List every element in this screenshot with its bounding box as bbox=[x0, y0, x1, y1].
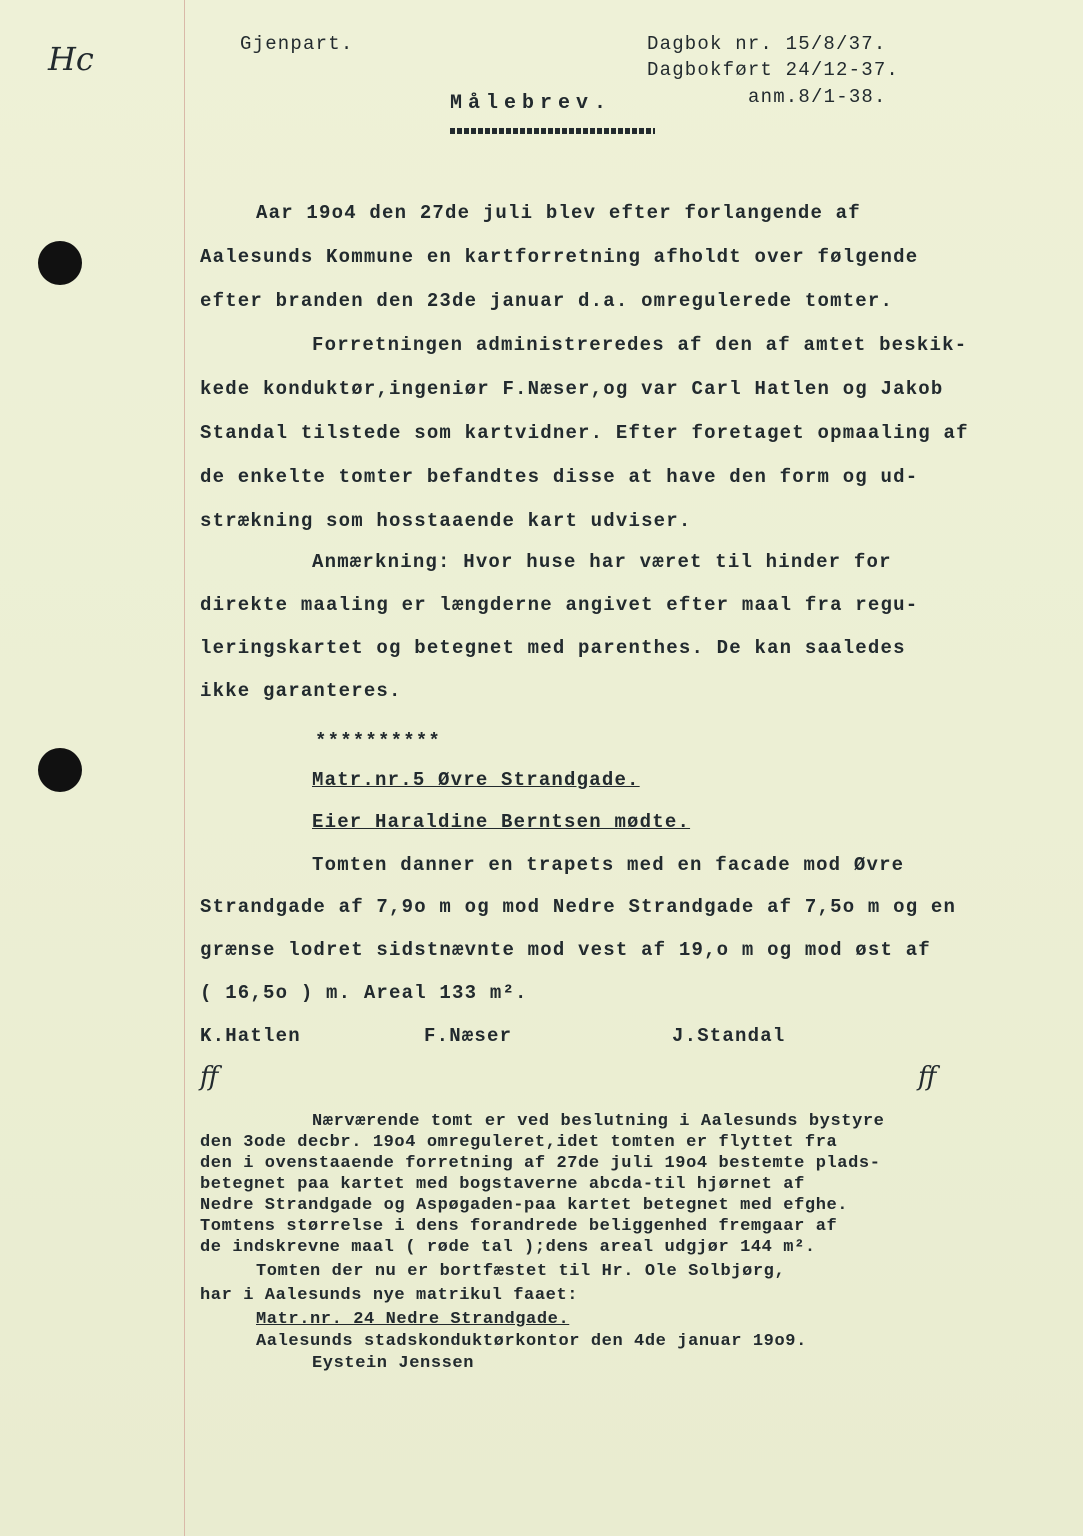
annotation-date: anm.8/1-38. bbox=[748, 86, 887, 108]
document-title: Målebrev. bbox=[450, 92, 613, 115]
signature-naeser: F.Næser bbox=[424, 1025, 513, 1047]
punch-hole-top bbox=[38, 241, 82, 285]
new-matrikkel: Matr.nr. 24 Nedre Strandgade. bbox=[256, 1310, 570, 1329]
paragraph-line: leringskartet og betegnet med parenthes. De kan saaledes bbox=[200, 637, 906, 659]
owner-line: Eier Haraldine Berntsen mødte. bbox=[312, 811, 691, 833]
paragraph-line: Anmærkning: Hvor huse har været til hinder for bbox=[312, 551, 892, 573]
separator: ********** bbox=[315, 730, 442, 752]
title-underline bbox=[450, 128, 655, 134]
matrikkel-heading: Matr.nr.5 Øvre Strandgade. bbox=[312, 769, 640, 791]
dagbok-number: Dagbok nr. 15/8/37. bbox=[647, 33, 887, 55]
description-line: grænse lodret sidstnævnte mod vest af 19,o m og mod øst af bbox=[200, 939, 931, 961]
signature-standal: J.Standal bbox=[672, 1025, 786, 1047]
description-line: ( 16,5o ) m. Areal 133 m². bbox=[200, 982, 528, 1004]
signature-mark-left: ff bbox=[200, 1062, 219, 1092]
paragraph-line: Standal tilstede som kartvidner. Efter foretaget opmaaling af bbox=[200, 422, 969, 444]
signature-hatlen: K.Hatlen bbox=[200, 1025, 301, 1047]
paragraph-line: ikke garanteres. bbox=[200, 680, 402, 702]
note-line: den i ovenstaaende forretning af 27de juli 19o4 bestemte plads- bbox=[200, 1154, 881, 1173]
note-line: betegnet paa kartet med bogstaverne abcda-til hjørnet af bbox=[200, 1175, 805, 1194]
margin-line bbox=[184, 0, 185, 1536]
note-line: de indskrevne maal ( røde tal );dens areal udgjør 144 m². bbox=[200, 1238, 816, 1257]
signer-name: Eystein Jenssen bbox=[312, 1354, 475, 1373]
paragraph-line: Aar 19o4 den 27de juli blev efter forlangende af bbox=[256, 202, 861, 224]
note-line: Tomtens størrelse i dens forandrede beliggenhed fremgaar af bbox=[200, 1217, 838, 1236]
paragraph-line: strækning som hosstaaende kart udviser. bbox=[200, 510, 692, 532]
note-line: har i Aalesunds nye matrikul faaet: bbox=[200, 1286, 579, 1305]
note-line: Tomten der nu er bortfæstet til Hr. Ole Solbjørg, bbox=[256, 1262, 786, 1281]
description-line: Strandgade af 7,9o m og mod Nedre Strandgade af 7,5o m og en bbox=[200, 896, 957, 918]
paragraph-line: de enkelte tomter befandtes disse at have den form og ud- bbox=[200, 466, 919, 488]
paragraph-line: efter branden den 23de januar d.a. omregulerede tomter. bbox=[200, 290, 894, 312]
paragraph-line: direkte maaling er længderne angivet efter maal fra regu- bbox=[200, 594, 919, 616]
copy-label: Gjenpart. bbox=[240, 33, 354, 55]
office-date-line: Aalesunds stadskonduktørkontor den 4de januar 19o9. bbox=[256, 1332, 807, 1351]
paragraph-line: kede konduktør,ingeniør F.Næser,og var Carl Hatlen og Jakob bbox=[200, 378, 944, 400]
note-line: Nærværende tomt er ved beslutning i Aalesunds bystyre bbox=[312, 1112, 885, 1131]
initials-mark: Hc bbox=[48, 40, 94, 78]
description-line: Tomten danner en trapets med en facade mod Øvre bbox=[312, 854, 905, 876]
note-line: Nedre Strandgade og Aspøgaden-paa kartet betegnet med efghe. bbox=[200, 1196, 849, 1215]
note-line: den 3ode decbr. 19o4 omreguleret,idet tomten er flyttet fra bbox=[200, 1133, 838, 1152]
paragraph-line: Forretningen administreredes af den af amtet beskik- bbox=[312, 334, 968, 356]
punch-hole-bottom bbox=[38, 748, 82, 792]
dagbok-date: Dagbokført 24/12-37. bbox=[647, 59, 900, 81]
paragraph-line: Aalesunds Kommune en kartforretning afholdt over følgende bbox=[200, 246, 919, 268]
signature-mark-right: ff bbox=[918, 1062, 937, 1092]
